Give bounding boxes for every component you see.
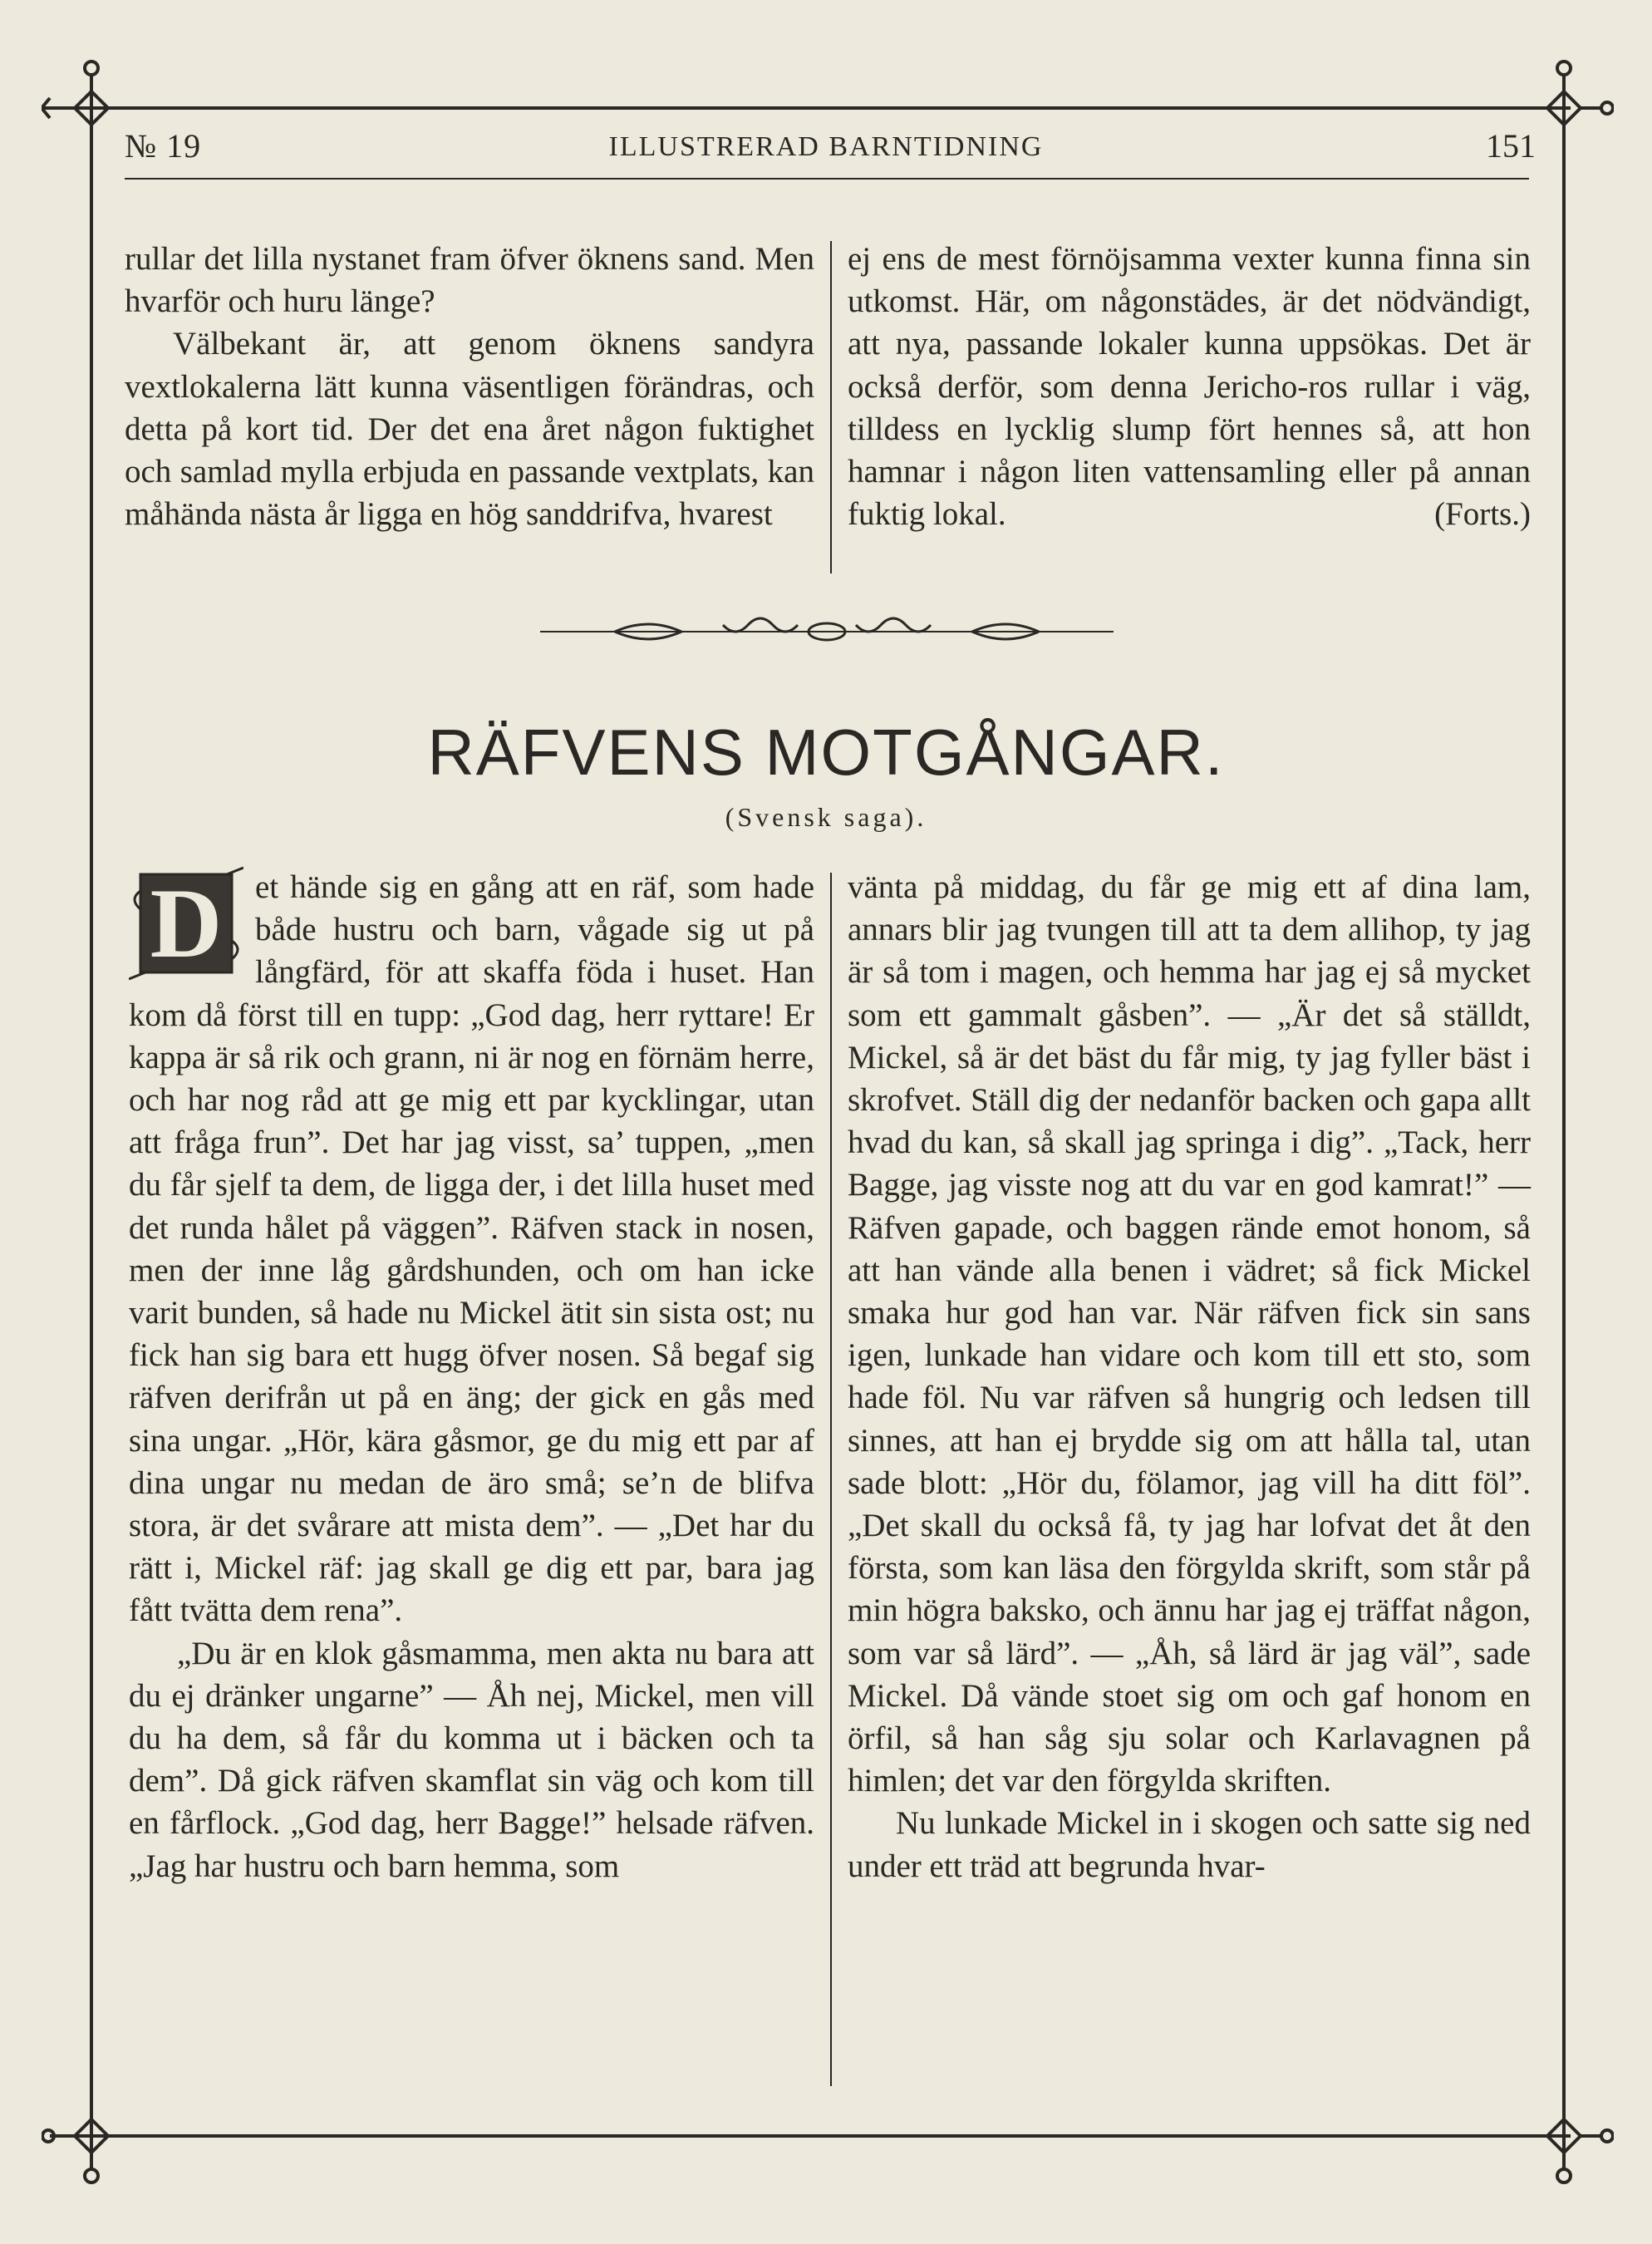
continued-paragraph	[848, 238, 1531, 535]
story-paragraph	[129, 866, 814, 1632]
header-rule	[125, 178, 1529, 180]
corner-ornament-bottom-left-icon	[42, 2086, 141, 2186]
story-subtitle: (Svensk saga).	[725, 802, 927, 832]
continued-paragraph: rullar det lilla nystanet fram öfver öknens sand. Men hvarför och huru länge?	[125, 241, 814, 320]
forts-note: (Forts.)	[1434, 496, 1531, 533]
frame-left-line	[90, 106, 93, 2138]
column-divider	[830, 241, 832, 573]
story-right-column	[848, 866, 1531, 1887]
story-text: et hände sig en gång att en räf, som hade både hustru och barn, vågade sig ut på långfärd, för att skaffa föda i huset. Han kom då först till en tupp: „God dag, herr ryttare! Er kappa är så rik och grann, ni är nog en förnäm herre, och har nog råd att ge mig ett par kycklingar, utan att fråga frun”. Det har jag visst, sa’ tuppen, „men du får sjelf ta dem, de ligga der, i det lilla huset med det runda hålet på väggen”. Räfven stack in nosen, men der inne låg gårdshunden, och om han icke varit bunden, så hade nu Mickel ätit sin sista ost; nu fick han sig bara ett hugg öfver nosen. Så begaf sig räfven derifrån ut på en äng; der gick en gås med sina ungar. „Hör, kära gåsmor, ge du mig ett par af dina ungar nu medan de äro små; se’n de blifva stora, är det svårare att mista dem”. — „Det har du rätt i, Mickel räf: jag skall ge dig ett par, bara jag fått tvätta dem rena”.	[129, 869, 814, 1629]
story-paragraph: Nu lunkade Mickel in i skogen och satte sig ned under ett träd att begrunda hvar-	[848, 1805, 1531, 1884]
separator-ornament-icon	[540, 615, 1114, 648]
page-number: 151	[1486, 127, 1536, 165]
story-paragraph: „Du är en klok gåsmamma, men akta nu bara att du ej dränker ungarne” — Åh nej, Mickel, men vill du ha dem, så får du komma ut i bäcken och ta dem”. Då gick räfven skamflat sin väg och kom till en fårflock. „God dag, herr Bagge!” helsade räfven. „Jag har hustru och barn hemma, som	[129, 1635, 814, 1884]
corner-ornament-bottom-right-icon	[1514, 2086, 1614, 2186]
continued-article-left-column	[125, 238, 814, 535]
story-title: RÄFVENS MOTGÅNGAR.	[427, 716, 1225, 789]
dropcap-ornament	[129, 866, 243, 981]
dropcap-letter: D	[150, 868, 223, 978]
publication-title: ILLUSTRERAD BARNTIDNING	[608, 131, 1044, 162]
issue-number: № 19	[125, 127, 202, 165]
story-paragraph: vänta på middag, du får ge mig ett af dina lam, annars blir jag tvungen till att ta dem allihop, ty jag är så tom i magen, och hemma har jag ej så mycket som ett gammalt gåsben”. — „Är det så ställdt, Mickel, så är det bäst du får mig, ty jag fyller bäst i skrofvet. Ställ dig der nedanför backen och gapa allt hvad du kan, så skall jag springa i dig”. „Tack, herr Bagge, jag visste nog att du var en god kamrat!” — Räfven gapade, och baggen rände emot honom, så att han vände alla benen i vädret; så fick Mickel smaka hur god han var. När räfven fick sin sans igen, lunkade han vidare och kom till ett sto, som hade föl. Nu var räfven så hungrig och ledsen till sinnes, att han ej brydde sig om att hålla tal, utan sade blott: „Hör du, fölamor, jag vill ha ditt föl”. „Det skall du också få, ty jag har lofvat det åt den första, som kan läsa den förgylda skrift, som står på min högra baksko, och ännu har jag ej träffat någon, som var så lärd”. — „Åh, så lärd är jag väl”, sade Mickel. Då vände stoet sig om och gaf honom en örfil, så han såg sju solar och Karlavagnen på himlen; det var den förgylda skriften.	[848, 869, 1531, 1799]
story-left-column	[129, 866, 814, 1887]
continued-article-right-column	[848, 238, 1531, 535]
continued-text: ej ens de mest förnöjsamma vexter kunna finna sin utkomst. Här, om någonstädes, är det nödvändigt, att nya, passande lokaler kunna uppsökas. Det är också derför, som denna Jericho-ros rullar i väg, tilldess en lycklig slump fört hennes så, att hon hamnar i någon liten vattensamling eller på annan fuktig lokal.	[848, 241, 1531, 533]
frame-bottom-line	[50, 2134, 1571, 2138]
frame-right-line	[1562, 106, 1566, 2138]
frame-top-line	[50, 106, 1571, 110]
column-divider	[830, 873, 832, 2086]
continued-paragraph: Välbekant är, att genom öknens sandyra vextlokalerna lätt kunna väsentligen förändras, och detta på kort tid. Der det ena året någon fuktighet och samlad mylla erbjuda en passande vextplats, kan måhända nästa år ligga en hög sanddrifva, hvarest	[125, 326, 814, 533]
